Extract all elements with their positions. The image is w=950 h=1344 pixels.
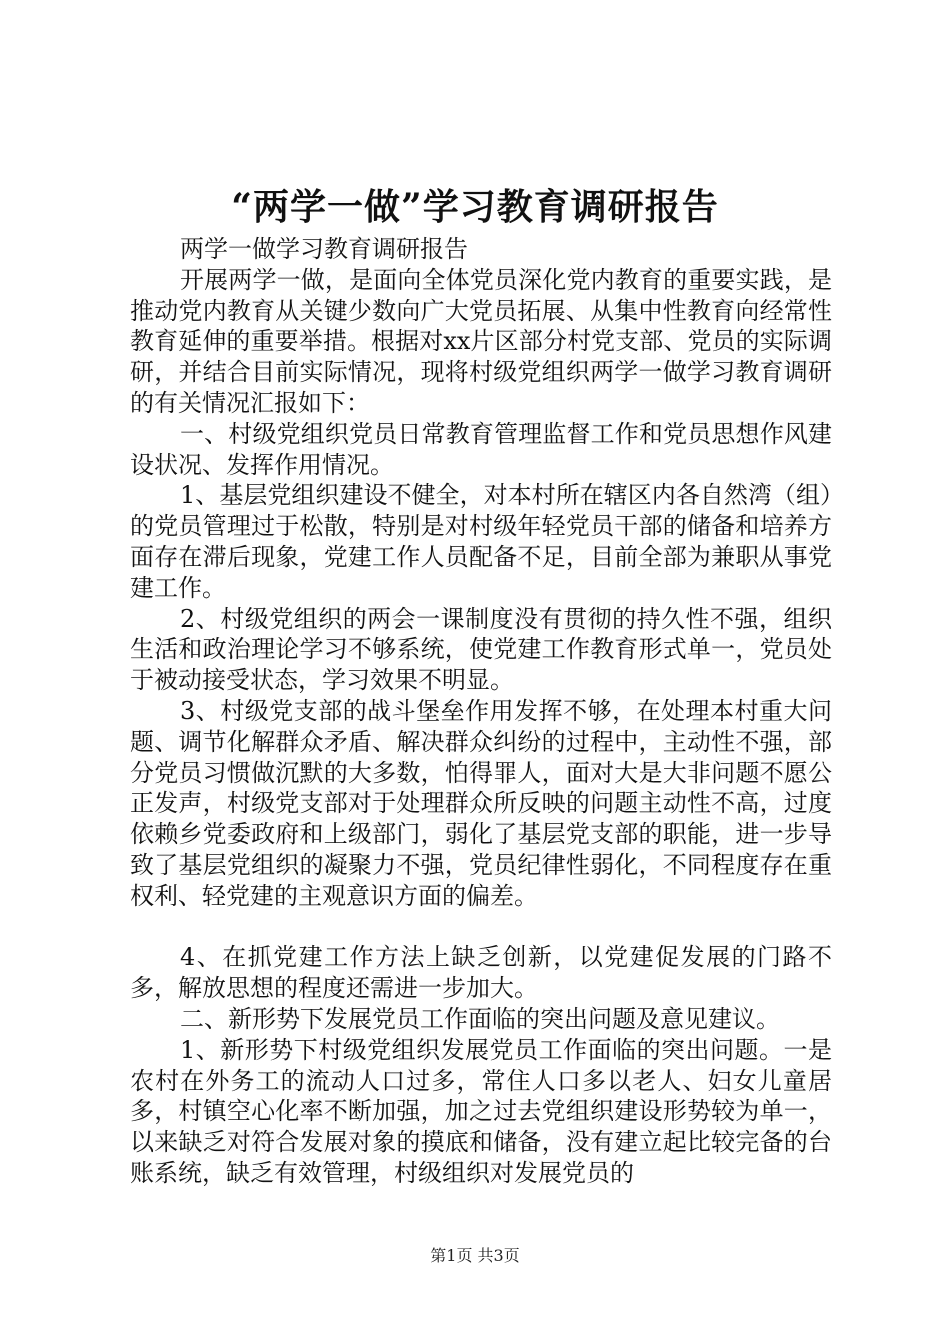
section-one-item-3: 3、村级党支部的战斗堡垒作用发挥不够，在处理本村重大问题、调节化解群众矛盾、解决群众纠纷的过程中，主动性不强，部分党员习惯做沉默的大多数，怕得罪人，面对大是大非问题不愿公正发声，村级党支部对于处理群众所反映的问题主动性不高，过度依赖乡党委政府和上级部门，弱化了基层党支部的职能，进一步导致了基层党组织的凝聚力不强，党员纪律性弱化，不同程度存在重权利、轻党建的主观意识方面的偏差。 — [130, 696, 832, 910]
paragraph-spacer — [130, 912, 832, 943]
section-one-heading: 一、村级党组织党员日常教育管理监督工作和党员思想作风建设状况、发挥作用情况。 — [130, 419, 832, 479]
section-one-item-1: 1、基层党组织建设不健全，对本村所在辖区内各自然湾（组）的党员管理过于松散，特别是对村级年轻党员干部的储备和培养方面存在滞后现象，党建工作人员配备不足，目前全部为兼职从事党建工作。 — [130, 481, 832, 602]
intro-paragraph: 开展两学一做，是面向全体党员深化党内教育的重要实践，是推动党内教育从关键少数向广大党员拓展、从集中性教育向经常性教育延伸的重要举措。根据对xx片区部分村党支部、党员的实际调研，并结合目前实际情况，现将村级党组织两学一做学习教育调研的有关情况汇报如下： — [130, 265, 832, 417]
section-two-heading: 二、新形势下发展党员工作面临的突出问题及意见建议。 — [180, 1004, 780, 1033]
document-body — [130, 234, 832, 1189]
page-number-footer: 第1页 共3页 — [430, 1246, 520, 1265]
section-one-item-2: 2、村级党组织的两会一课制度没有贯彻的持久性不强，组织生活和政治理论学习不够系统，使党建工作教育形式单一，党员处于被动接受状态，学习效果不明显。 — [130, 604, 832, 695]
document-title: “两学一做”学习教育调研报告 — [231, 186, 719, 228]
section-two-item-1: 1、新形势下村级党组织发展党员工作面临的突出问题。一是农村在外务工的流动人口过多，常住人口多以老人、妇女儿童居多，村镇空心化率不断加强，加之过去党组织建设形势较为单一，以来缺乏对符合发展对象的摸底和储备，没有建立起比较完备的台账系统，缺乏有效管理，村级组织对发展党员的 — [130, 1035, 832, 1187]
subtitle-paragraph: 两学一做学习教育调研报告 — [180, 235, 468, 263]
section-one-item-4: 4、在抓党建工作方法上缺乏创新，以党建促发展的门路不多，解放思想的程度还需进一步加大。 — [130, 943, 832, 1003]
